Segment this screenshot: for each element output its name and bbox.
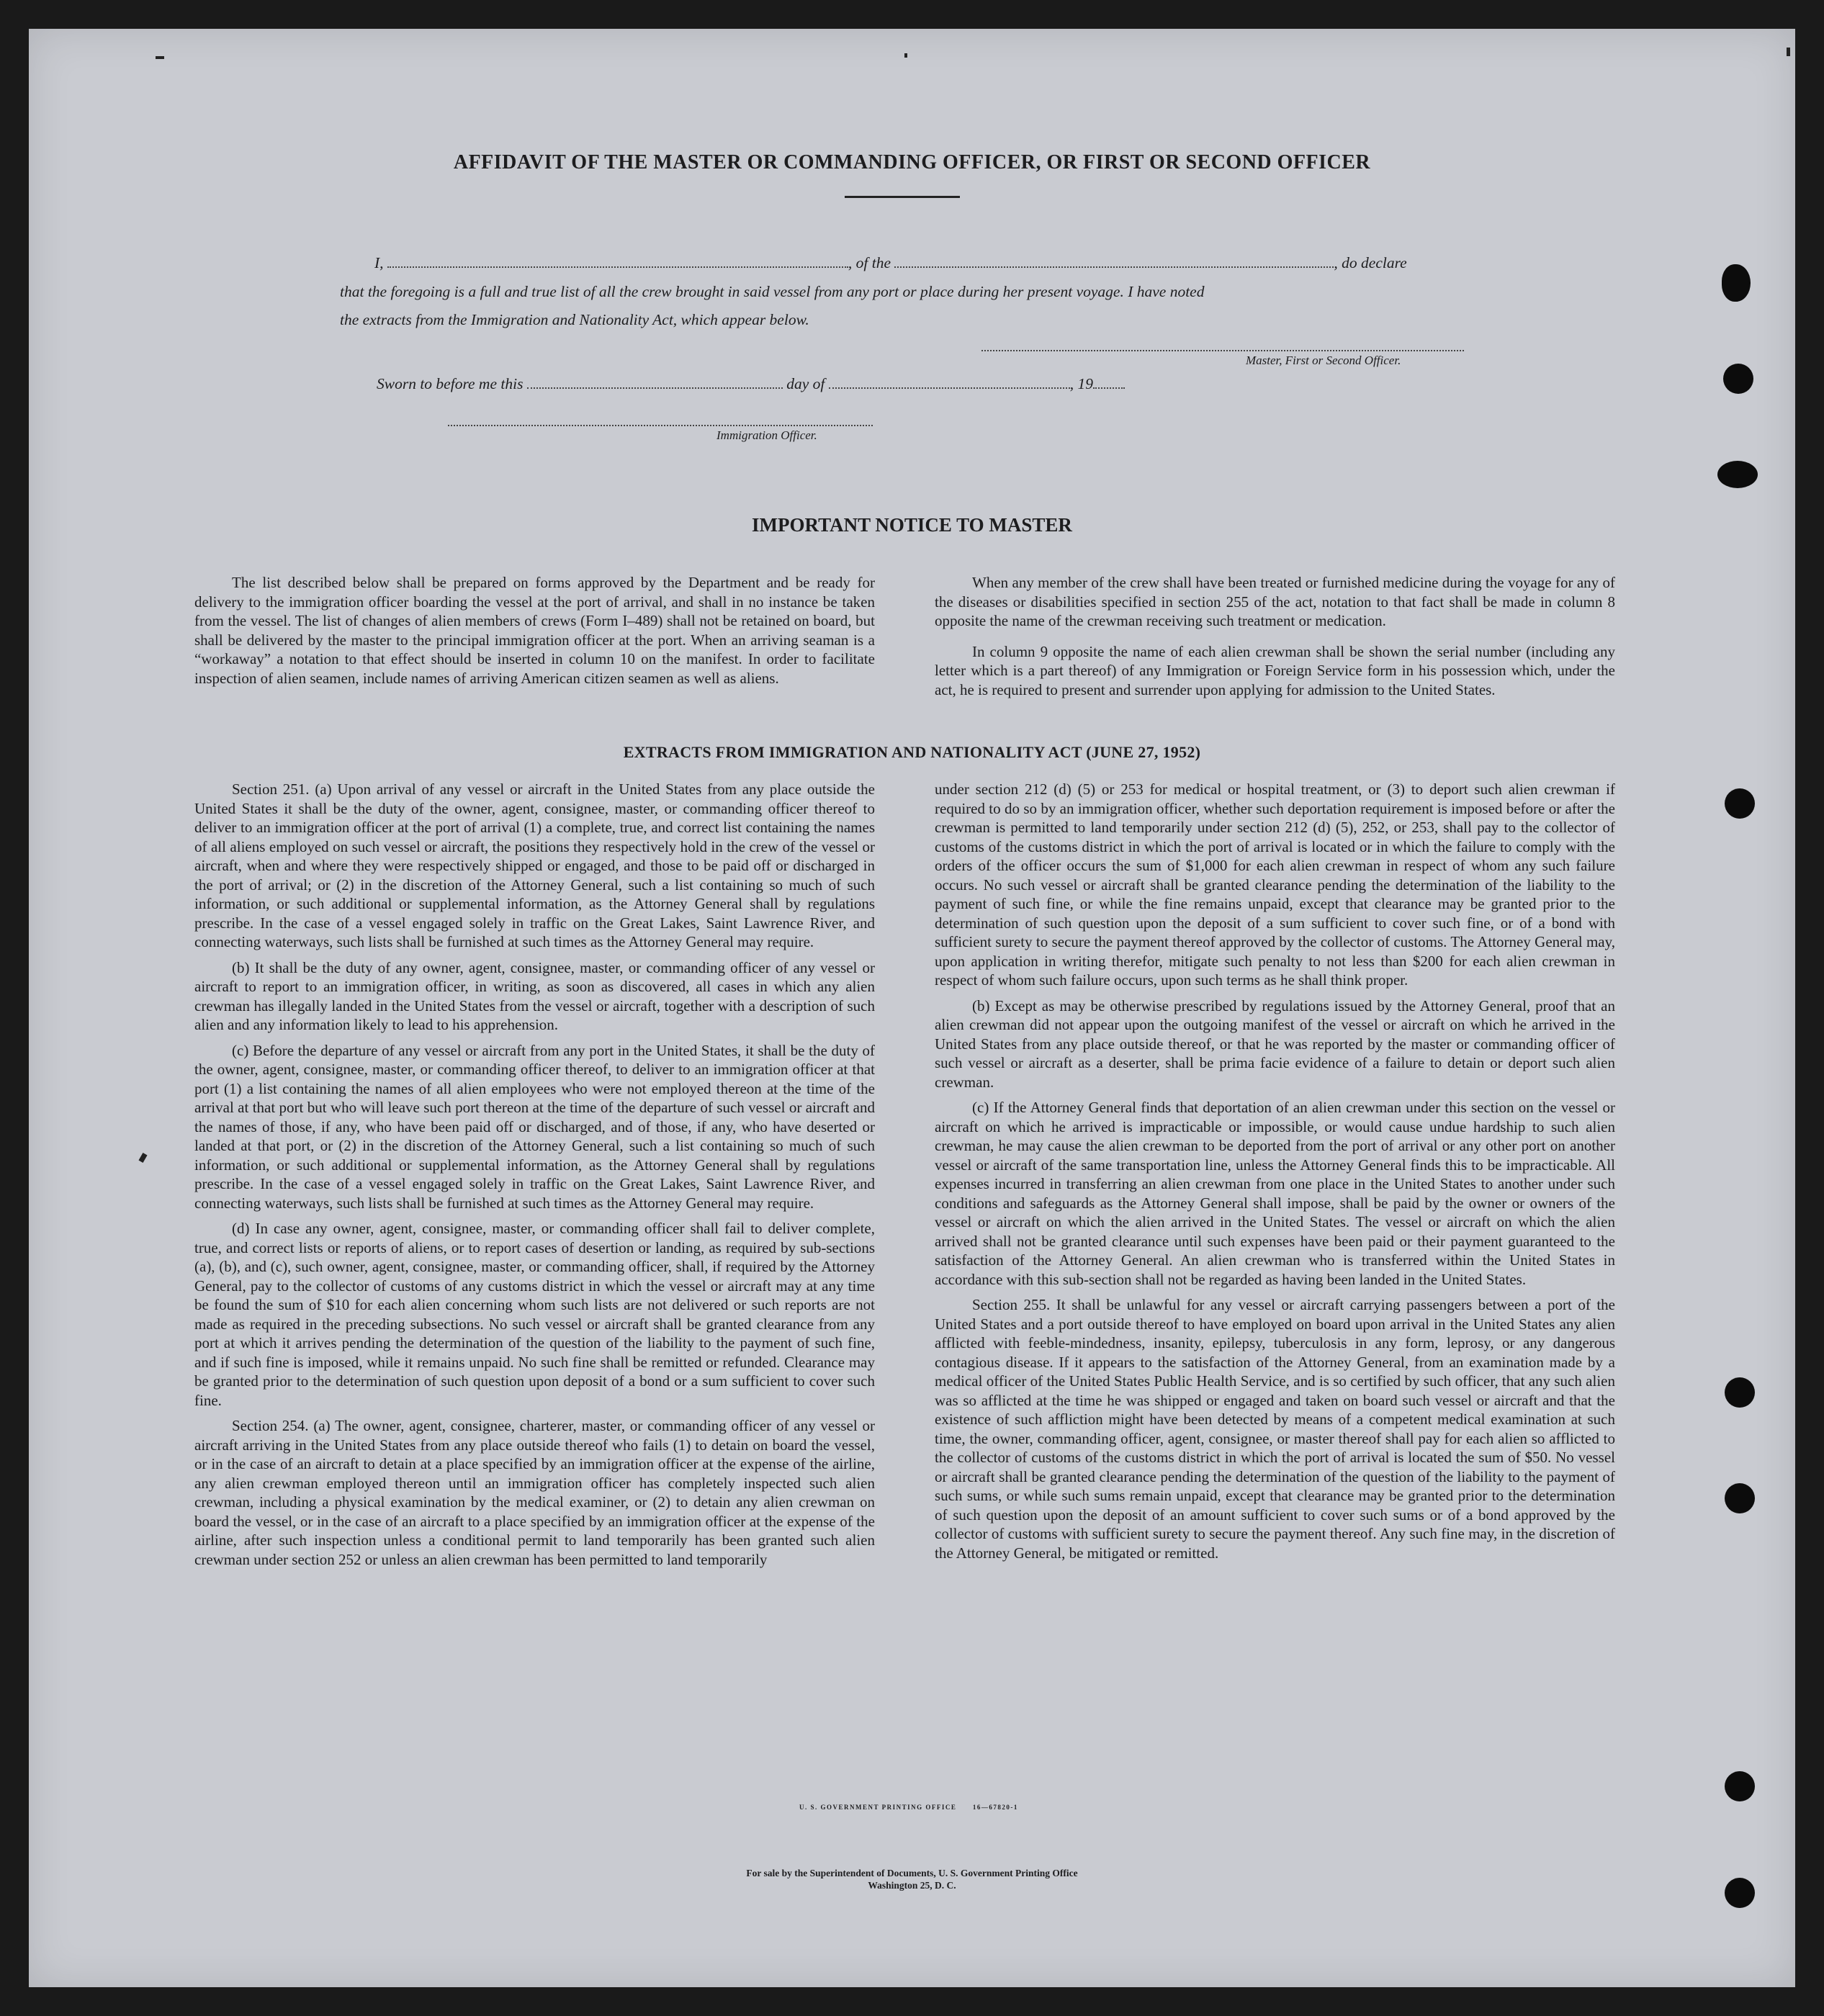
sale-notice-line-2: Washington 25, D. C.	[868, 1880, 956, 1891]
punch-hole	[1717, 461, 1758, 488]
sworn-label: Sworn to before me this	[377, 375, 524, 392]
notice-left-column	[194, 573, 875, 694]
document-page	[29, 29, 1795, 1987]
sworn-month-field[interactable]	[829, 376, 1070, 389]
section-251d: (d) In case any owner, agent, consignee, master, or commanding officer shall fail to deliver complete, true, and correct lists or reports of aliens, or to report cases of desertion or landing, as required by sub-sections (a), (b), and (c), such owner, agent, consignee, master, or commanding officer, shall, if required by the Attorney General, pay to the collector of customs of any customs district in which the vessel or aircraft may at any time be found the sum of $10 for each alien concerning whom such lists are not delivered or such reports are not made as required in the preceding subsections. No such vessel or aircraft shall be granted clearance from any port at which it arrives pending the determination of the question of the liability to the payment of such fine, and if such fine is imposed, while it remains unpaid. No such fine shall be remitted or refunded. Clearance may be granted prior to the determination of such question upon deposit of a bond or a sum sufficient to cover such fine.	[194, 1220, 875, 1409]
punch-hole	[1722, 264, 1751, 302]
form-code: 16—67820-1	[972, 1804, 1018, 1811]
notice-right-paragraph-1: When any member of the crew shall have been treated or furnished medicine during the voyage for any of the diseases or disabilities specified in section 255 of the act, notation to that fact shall be made in column 8 opposite the name of the crewman receiving such treatment or medication.	[935, 574, 1615, 629]
punch-hole	[1725, 788, 1755, 819]
sale-notice-line-1: For sale by the Superintendent of Documents, U. S. Government Printing Office	[746, 1868, 1078, 1878]
declaration-line	[374, 254, 1492, 272]
master-caption: Master, First or Second Officer.	[1246, 354, 1401, 367]
section-254b: (b) Except as may be otherwise prescribed by regulations issued by the Attorney General, proof that an alien crewman did not appear upon the outgoing manifest of the vessel or aircraft on which he arrived in the United States from any place outside thereof, or that he was reported by the master or commanding officer of such vessel or aircraft as a deserter, shall be prima facie evidence of a failure to detain or deport such alien crewman.	[935, 996, 1615, 1091]
notice-right-column	[935, 573, 1615, 706]
declaration-body-1: that the foregoing is a full and true list of all the crew brought in said vessel from any port or place during her present voyage. I have noted	[340, 283, 1205, 300]
punch-hole	[1725, 1377, 1755, 1408]
day-of-label: day of	[786, 375, 825, 392]
sworn-year-field[interactable]	[1093, 376, 1125, 389]
scan-speck	[156, 56, 164, 59]
punch-hole	[1725, 1771, 1755, 1801]
extracts-left-column	[194, 780, 875, 1575]
affidavit-title: AFFIDAVIT OF THE MASTER OR COMMANDING OFFICER, OR FIRST OR SECOND OFFICER	[453, 151, 1371, 174]
of-the-label: , of the	[848, 254, 891, 271]
section-254a-continued: under section 212 (d) (5) or 253 for medical or hospital treatment, or (3) to deport such alien crewman if required to do so by an immigration officer, whether such deportation requirement is imposed before or after the crewman is permitted to land temporarily under section 212 (d) (5), 252, or 253, shall pay to the collector of customs of the customs district in which the port of arrival is located or in which the failure to comply with the orders of the officer occurs the sum of $1,000 for each alien crewman in respect of whom any such failure occurs. No such vessel or aircraft shall be granted clearance pending the determination of the liability to the payment of such fine, or while the fine remains unpaid, except that clearance may be granted prior to the determination of such question upon the deposit of a sum sufficient to cover such fine, or of a bond with sufficient surety to secure the payment thereof approved by the collector of customs. The Attorney General may, upon application in writing therefor, mitigate such penalty to not less than $200 for each alien crewman in respect of whom such failure occurs, upon such terms as he shall think proper.	[935, 780, 1615, 989]
i-label: I,	[374, 254, 384, 271]
master-signature-field[interactable]	[981, 350, 1464, 351]
title-rule	[845, 196, 960, 198]
notice-title: IMPORTANT NOTICE TO MASTER	[752, 514, 1072, 536]
officer-caption: Immigration Officer.	[716, 428, 817, 442]
sworn-line	[377, 375, 1241, 393]
scan-speck	[138, 1153, 147, 1163]
section-254c: (c) If the Attorney General finds that deportation of an alien crewman under this section on the vessel or aircraft on which he arrived is impracticable or impossible, or would cause undue hardship to such alien crewman, he may cause the alien crewman to be deported from the port of arrival or any other port on another vessel or aircraft of the same transportation line, unless the Attorney General finds this to be impracticable. All expenses incurred in transferring an alien crewman from one place in the United States to another under such conditions and safeguards as the Attorney General shall impose, shall be paid by the owner or owners of the vessel or aircraft on which the alien arrived in the United States. The vessel or aircraft on which the alien arrived shall not be granted clearance until such expenses have been paid or their payment guaranteed to the satisfaction of the Attorney General. An alien crewman who is transferred within the United States in accordance with this sub-section shall not be regarded as having been landed in the United States.	[935, 1099, 1615, 1288]
scan-speck	[904, 53, 907, 58]
extracts-title: EXTRACTS FROM IMMIGRATION AND NATIONALITY ACT (JUNE 27, 1952)	[623, 743, 1201, 761]
gpo-imprint-text: U. S. GOVERNMENT PRINTING OFFICE	[799, 1804, 957, 1811]
name-field[interactable]	[387, 255, 848, 268]
year-label: , 19	[1069, 375, 1093, 392]
section-255: Section 255. It shall be unlawful for any vessel or aircraft carrying passengers between a port of the United States and a port outside thereof to have employed on board upon arrival in the United States any alien afflicted with feeble-mindedness, insanity, epilepsy, tuberculosis in any form, leprosy, or any dangerous contagious disease. If it appears to the satisfaction of the Attorney General, from an examination made by a medical officer of the United States Public Health Service, and is so certified by such officer, that any such alien was so afflicted at the time he was shipped or engaged and taken on board such vessel or aircraft and that the existence of such affliction might have been detected by means of a competent medical examination at such time, the owner, commanding officer, agent, consignee, or master thereof shall pay for each alien so afflicted to the collector of customs of the customs district in which the port of arrival is located the sum of $50. No vessel or aircraft shall be granted clearance pending the determination of the question of the liability to the payment of such sums, or while such sums remain unpaid, except that clearance may be granted prior to the determination of such question upon the deposit of an amount sufficient to cover such sums or of a bond approved by the collector of customs with sufficient surety to secure the payment thereof. Any such fine may, in the discretion of the Attorney General, be mitigated or remitted.	[935, 1296, 1615, 1562]
extracts-right-column	[935, 780, 1615, 1569]
punch-hole	[1725, 1483, 1755, 1513]
section-251a: Section 251. (a) Upon arrival of any vessel or aircraft in the United States from any place outside the United States it shall be the duty of the owner, agent, consignee, master, or commanding officer thereof to deliver to an immigration officer at the port of arrival (1) a complete, true, and correct list containing the names of all aliens employed on such vessel or aircraft, the positions they respectively hold in the crew of the vessel or aircraft, when and where they were respectively shipped or engaged, and those to be paid off or discharged in the port of arrival; or (2) in the discretion of the Attorney General, such a list containing so much of such information, or such additional or supplemental information, as the Attorney General shall by regulations prescribe. In the case of a vessel engaged solely in traffic on the Great Lakes, Saint Lawrence River, and connecting waterways, such lists shall be furnished at such times as the Attorney General may require.	[194, 780, 875, 950]
punch-hole	[1723, 364, 1753, 394]
do-declare-label: , do declare	[1334, 254, 1407, 271]
sworn-day-field[interactable]	[527, 376, 783, 389]
notice-left-paragraph: The list described below shall be prepared on forms approved by the Department and be ready for delivery to the immigration officer boarding the vessel at the port of arrival, and shall in no instance be taken from the vessel. The list of changes of alien members of crews (Form I–489) shall not be retained on board, but shall be delivered by the master to the principal immigration officer at the port. When an arriving seaman is a “workaway” a notation to that effect should be inserted in column 10 on the manifest. In order to facilitate inspection of alien seamen, include names of arriving American citizen seamen as well as aliens.	[194, 574, 875, 687]
section-251b: (b) It shall be the duty of any owner, agent, consignee, master, or commanding officer of any vessel or aircraft to report to an immigration officer, in writing, as soon as discovered, all cases in which any alien crewman has illegally landed in the United States from the vessel or aircraft, together with a description of such alien and any information likely to lead to his apprehension.	[194, 958, 875, 1033]
section-254a: Section 254. (a) The owner, agent, consignee, charterer, master, or commanding officer of any vessel or aircraft arriving in the United States from any place outside thereof who fails (1) to detain on board the vessel, or in the case of an aircraft to detain at a place specified by an immigration officer at the expense of the airline, any alien crewman employed thereon until an immigration officer has completely inspected such alien crewman, including a physical examination by the medical examiner, or (2) to detain any alien crewman on board the vessel, or in the case of an aircraft to a place specified by an immigration officer at the expense of the airline, after such inspection unless a conditional permit to land temporarily has been granted such alien crewman under section 252 or unless an alien crewman has been permitted to land temporarily	[194, 1417, 875, 1568]
vessel-field[interactable]	[894, 255, 1334, 268]
section-251c: (c) Before the departure of any vessel or aircraft from any port in the United States, it shall be the duty of the owner, agent, consignee, master, or commanding officer thereof, to deliver to an immigration officer at that port (1) a list containing the names of all alien employees who were not employed thereon at the time of the arrival at that port but who will leave such port thereon at the time of the departure of such vessel or aircraft and the names of those, if any, who have been paid off or discharged, and of those, if any, who have deserted or landed at that port, or (2) in the discretion of the Attorney General, such a list containing so much of such information, or such additional or supplemental information, as the Attorney General shall by regulations prescribe. In the case of a vessel engaged solely in traffic on the Great Lakes, Saint Lawrence River, and connecting waterways, such lists shall be furnished at such times as the Attorney General may require.	[194, 1041, 875, 1212]
notice-right-paragraph-2: In column 9 opposite the name of each alien crewman shall be shown the serial number (including any letter which is a part thereof) of any Immigration or Foreign Service form in his possession which, under the act, he is required to present and surrender upon applying for admission to the United States.	[935, 642, 1615, 698]
declaration-body-2: the extracts from the Immigration and Nationality Act, which appear below.	[340, 311, 809, 328]
scan-speck	[1787, 48, 1790, 56]
gpo-imprint	[799, 1804, 1102, 1811]
immigration-officer-signature-field[interactable]	[448, 425, 873, 426]
sale-notice	[29, 1867, 1795, 1891]
